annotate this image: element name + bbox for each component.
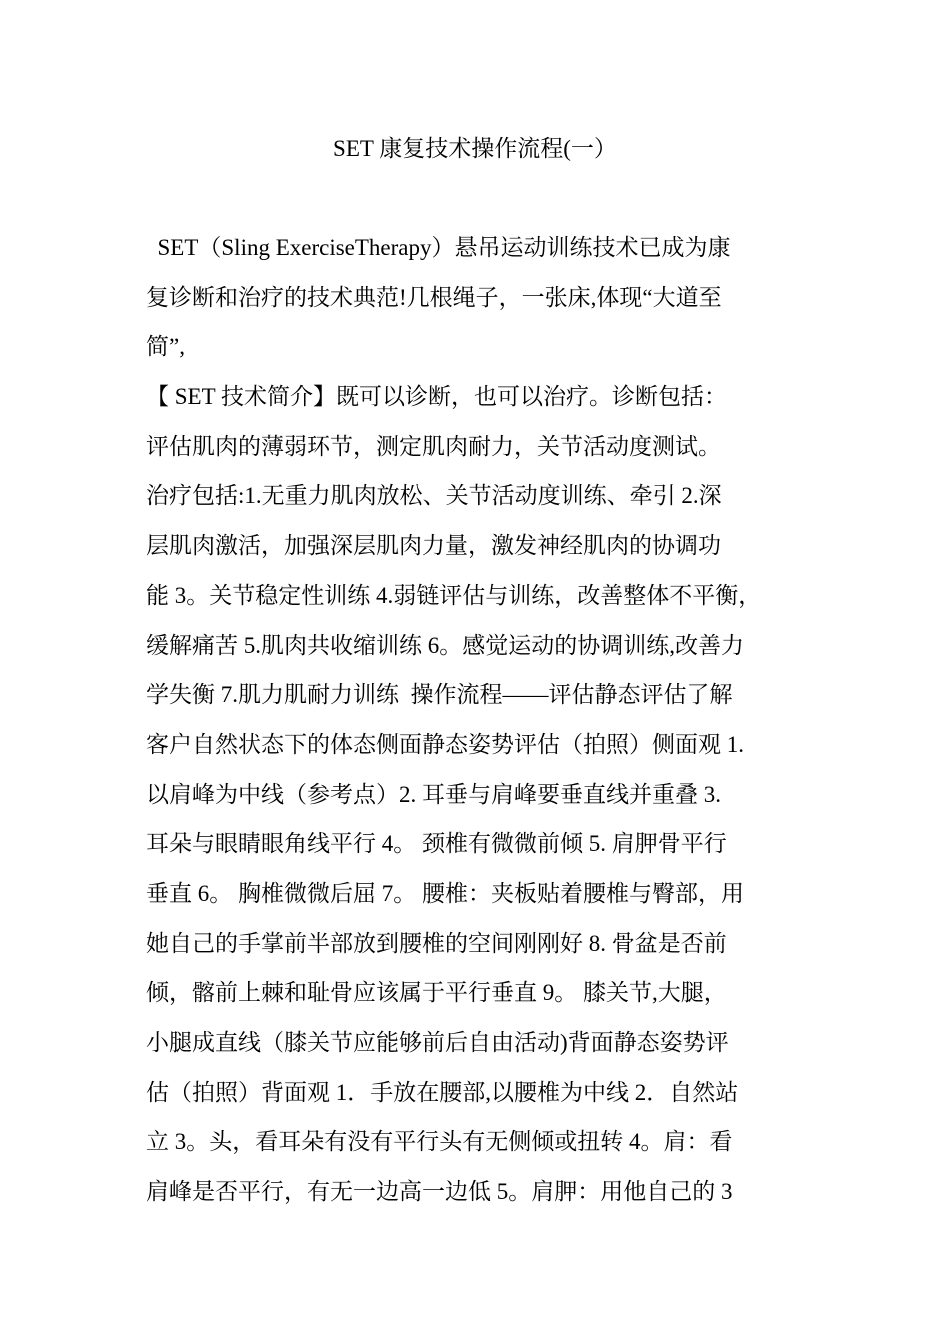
text-line: 治疗包括:1.无重力肌肉放松、关节活动度训练、牵引 2.深 xyxy=(146,483,722,509)
text-line: 评估肌肉的薄弱环节，测定肌肉耐力，关节活动度测试。 xyxy=(146,433,721,459)
text-line: 以肩峰为中线（参考点）2. 耳垂与肩峰要垂直线并重叠 3. xyxy=(146,781,721,807)
text-line: 学失衡 7.肌力肌耐力训练 操作流程——评估静态评估了解 xyxy=(146,682,733,708)
text-line: 缓解痛苦 5.肌肉共收缩训练 6。感觉运动的协调训练,改善力 xyxy=(146,632,744,658)
text-line: 立 3。头，看耳朵有没有平行头有无侧倾或扭转 4。肩：看 xyxy=(146,1129,733,1155)
text-line: 她自己的手掌前半部放到腰椎的空间刚刚好 8. 骨盆是否前 xyxy=(146,930,727,956)
text-line: SET（Sling ExerciseTherapy）悬吊运动训练技术已成为康 xyxy=(146,235,731,260)
document-title: SET 康复技术操作流程(一） xyxy=(333,136,617,161)
text-line: 复诊断和治疗的技术典范!几根绳子，一张床,体现“大道至 xyxy=(146,284,722,310)
text-line: 耳朵与眼睛眼角线平行 4。 颈椎有微微前倾 5. 肩胛骨平行 xyxy=(146,831,727,857)
text-line: 小腿成直线（膝关节应能够前后自由活动)背面静态姿势评 xyxy=(146,1030,729,1055)
document-body xyxy=(146,233,816,1227)
text-line: 能 3。关节稳定性训练 4.弱链评估与训练，改善整体不平衡， xyxy=(146,582,762,608)
text-line: 估（拍照）背面观 1．手放在腰部,以腰椎为中线 2．自然站 xyxy=(146,1079,739,1105)
text-line: 层肌肉激活，加强深层肌肉力量，激发神经肌肉的协调功 xyxy=(146,533,721,559)
text-line: 垂直 6。 胸椎微微后屈 7。 腰椎：夹板贴着腰椎与臀部，用 xyxy=(146,880,744,906)
text-line: 客户自然状态下的体态侧面静态姿势评估（拍照）侧面观 1. xyxy=(146,731,744,757)
text-line: 简”, xyxy=(146,334,185,360)
text-line: 肩峰是否平行，有无一边高一边低 5。肩胛：用他自己的 3 xyxy=(146,1179,733,1205)
text-line: 倾，髂前上棘和耻骨应该属于平行垂直 9。 膝关节,大腿， xyxy=(146,980,727,1006)
text-line: 【 SET 技术简介】既可以诊断，也可以治疗。诊断包括： xyxy=(146,384,727,410)
